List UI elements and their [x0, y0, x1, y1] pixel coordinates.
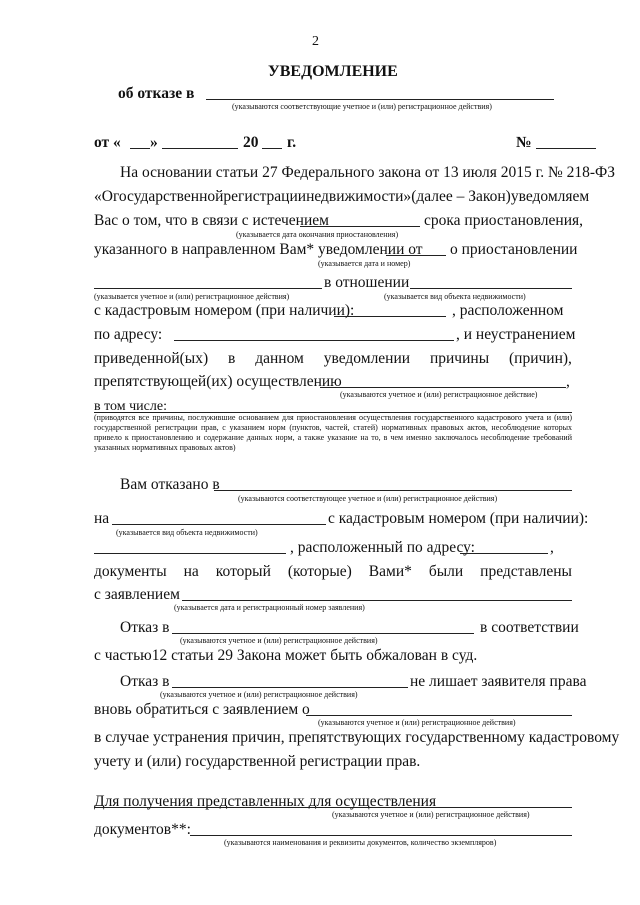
p1-line3-end: срока приостановления, [424, 212, 583, 229]
page-number: 2 [312, 34, 319, 49]
p4-line3: в случае устранения причин, препятствующих государственному кадастровому [94, 729, 620, 746]
end-date-line [300, 226, 420, 227]
p2-line4-word: были [428, 563, 464, 580]
p2-line4-word: который [215, 563, 271, 580]
number-sign: № [516, 134, 532, 151]
application-line [182, 600, 572, 601]
p4-line1-end: не лишает заявителя права [410, 673, 587, 690]
p1-line2-word: (далее – Закон) [411, 188, 511, 205]
p1-line8-word: (причин), [509, 350, 572, 367]
p2-line4-word: представлены [480, 563, 572, 580]
p2-line4-word: Вами* [368, 563, 412, 580]
p4-line1-start: Отказ в [120, 673, 170, 690]
hint-actions-5: (указываются учетное и (или) регистрационное действия) [318, 718, 516, 727]
date-from-label: от « [94, 134, 121, 151]
documents-action-line [94, 807, 572, 808]
p1-line4-start: указанного в направленном Вам* уведомлении от [94, 241, 423, 258]
hint-object-type-2: (указывается вид объекта недвижимости) [116, 528, 258, 537]
p1-line6-end: , расположенном [452, 302, 564, 319]
notice-date-line [386, 255, 446, 256]
p1-line7-end: , и неустранением [456, 326, 576, 343]
p1-line2-word: «О [94, 188, 113, 205]
document-title: УВЕДОМЛЕНИЕ [268, 63, 398, 80]
refusal-in-label: об отказе в [118, 85, 195, 102]
p5-line2: документов**: [94, 821, 191, 838]
p2-line3-end: , [550, 539, 554, 556]
hint-actions-4: (указываются учетное и (или) регистрационное действия) [160, 690, 358, 699]
cadastral-line-2 [94, 553, 286, 554]
hint-end-date: (указывается дата окончания приостановления) [236, 230, 399, 239]
p1-line8-word: причины [429, 350, 490, 367]
p3-line2: с частью12 статьи 29 Закона может быть обжалован в суд. [94, 647, 478, 664]
hint-actions-respective: (указываются соответствующие учетное и (или) регистрационное действия) [232, 102, 492, 111]
hint-actions-6: (указываются учетное и (или) регистрационное действия) [332, 810, 530, 819]
p2-line2-end: с кадастровым номером (при наличии): [328, 510, 589, 527]
p1-line8-word: приведенной(ых) [94, 350, 209, 367]
p2-line4-word: документы [94, 563, 167, 580]
date-quote-close: » [150, 134, 158, 151]
p5-line1: Для получения представленных для осуществления [94, 793, 437, 810]
address-line-2 [460, 553, 548, 554]
hint-actions-3: (указываются учетное и (или) регистрационное действия) [180, 636, 378, 645]
p1-line10: в том числе: [94, 399, 167, 414]
p2-line5: с заявлением [94, 586, 180, 603]
hint-date-number: (указывается дата и номер) [318, 259, 411, 268]
cadastral-number-line [334, 316, 446, 317]
refusal-action-line-3 [172, 633, 474, 634]
date-month-line [162, 148, 238, 149]
p1-line8-word: данном [255, 350, 304, 367]
action-line-2 [320, 387, 566, 388]
p2-line1: Вам отказано в [120, 476, 220, 493]
p1-line2 [94, 188, 590, 206]
refusal-action-line-4 [172, 687, 408, 688]
p2-line2-start: на [94, 510, 110, 527]
reapply-action-line [306, 715, 572, 716]
object-type-line [410, 288, 572, 289]
p1-line2-word: государственной [112, 188, 224, 205]
p2-line4-word: (которые) [287, 563, 352, 580]
p1-line4-end: о приостановлении [450, 241, 578, 258]
note-reasons: (приводятся все причины, послужившие основанием для приостановления осуществления государственного кадастрового учета и (или) государственной регистрации прав, с указанием норм (пунктов, частей, статей) нормативных правовых актов, несоблюдение которых привело к приостановлению и содержание данных норм, а также указание на то, в чем именно заключалось несоблюдение требований указанных нормативных правовых актов) [94, 413, 572, 452]
p4-line4: учету и (или) государственной регистрации прав. [94, 753, 421, 770]
hint-actions-respective-2: (указываются соответствующее учетное и (или) регистрационное действия) [238, 494, 498, 503]
p1-line8 [94, 350, 572, 368]
documents-list-line [190, 835, 572, 836]
p1-line3-start: Вас о том, что в связи с истечением [94, 212, 329, 229]
object-type-line-2 [112, 524, 326, 525]
date-year-line [262, 148, 282, 149]
hint-actions: (указывается учетное и (или) регистрационное действия) [94, 292, 290, 301]
refusal-action-line [206, 99, 554, 100]
hint-object-type: (указывается вид объекта недвижимости) [384, 292, 526, 301]
p3-line1-end: в соответствии [480, 619, 579, 636]
hint-actions-2: (указываются учетное и (или) регистрационное действие) [340, 390, 538, 399]
number-line [536, 148, 596, 149]
p2-line4-word: на [183, 563, 199, 580]
hint-documents: (указываются наименования и реквизиты документов, количество экземпляров) [224, 838, 497, 847]
address-line [174, 340, 454, 341]
p1-line8-word: уведомлении [323, 350, 411, 367]
p1-line6-start: с кадастровым номером (при наличии): [94, 302, 355, 319]
date-year-prefix: 20 [243, 134, 259, 151]
p1-line9-start: препятствующей(их) осуществлению [94, 373, 342, 390]
p1-line8-word: в [228, 350, 236, 367]
p1-line2-word: уведомляем [510, 188, 590, 205]
hint-app-date-number: (указывается дата и регистрационный номер заявления) [174, 603, 365, 612]
p1-line7-start: по адресу: [94, 326, 163, 343]
date-year-suffix: г. [287, 134, 297, 151]
actions-line [94, 288, 322, 289]
refused-action-line [214, 490, 572, 491]
p1-line2-word: регистрации [223, 188, 307, 205]
p2-line4 [94, 563, 572, 581]
date-day-line [130, 148, 150, 149]
p1-line1: На основании статьи 27 Федерального закона от 13 июля 2015 г. № 218-ФЗ [120, 164, 616, 181]
p1-line2-word: недвижимости» [306, 188, 412, 205]
p3-line1-start: Отказ в [120, 619, 170, 636]
p1-line5: в отношении [324, 274, 410, 291]
p1-line9-end: , [566, 373, 570, 390]
p2-line3-start: , расположенный по адресу: [290, 539, 475, 556]
p4-line2: вновь обратиться с заявлением о [94, 701, 310, 718]
